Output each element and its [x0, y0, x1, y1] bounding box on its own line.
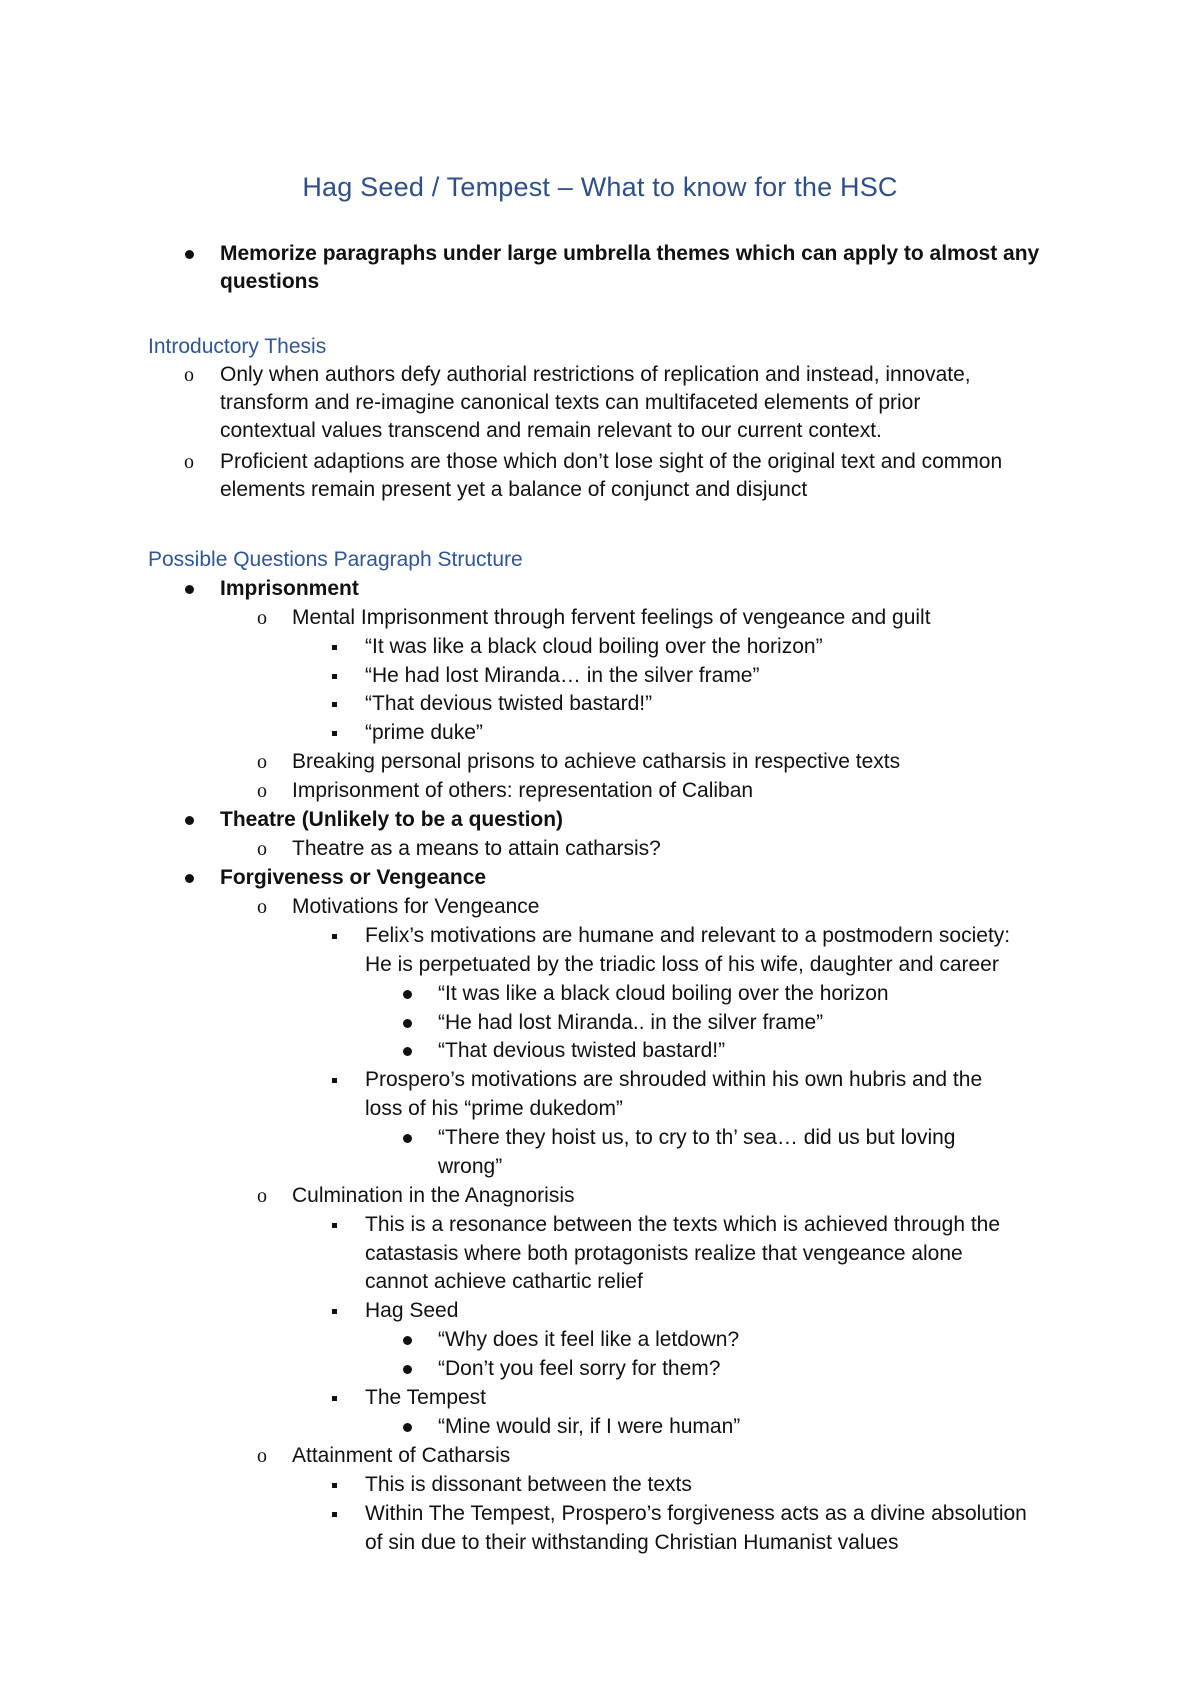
bullet-square-icon [332, 1223, 337, 1228]
bullet-o-icon: o [184, 451, 194, 473]
bullet-square-icon [332, 1078, 337, 1083]
bullet-square-icon [332, 1512, 337, 1517]
bullet-square-icon [332, 934, 337, 939]
bullet-dot-icon [403, 1134, 412, 1143]
culmination-label: Culmination in the Anagnorisis [292, 1184, 575, 1207]
intro-heading: Introductory Thesis [148, 335, 327, 358]
within-line-2: of sin due to their withstanding Christian Humanist values [365, 1531, 899, 1554]
bullet-o-icon: o [184, 364, 194, 386]
prospero-line-1: Prospero’s motivations are shrouded within his own hubris and the [365, 1068, 983, 1091]
resonance-line-2: catastasis where both protagonists realize that vengeance alone [365, 1242, 963, 1265]
bullet-square-icon [332, 1309, 337, 1314]
mental-quote-3: “That devious twisted bastard!” [365, 692, 653, 715]
bullet-dot-icon [185, 250, 194, 259]
bullet-dot-icon [185, 874, 194, 883]
bullet-o-icon: o [257, 780, 267, 802]
hagseed-label: Hag Seed [365, 1299, 459, 1322]
bullet-o-icon: o [257, 751, 267, 773]
intro-item-1-line-1: Only when authors defy authorial restrictions of replication and instead, innovate, [220, 363, 971, 386]
theatre-label: Theatre (Unlikely to be a question) [220, 808, 564, 831]
motivations-label: Motivations for Vengeance [292, 895, 540, 918]
questions-heading: Possible Questions Paragraph Structure [148, 548, 523, 571]
bullet-dot-icon [403, 1423, 412, 1432]
bullet-dot-icon [403, 990, 412, 999]
bullet-square-icon [332, 1396, 337, 1401]
felix-quote-1: “It was like a black cloud boiling over the horizon [438, 982, 889, 1005]
bullet-o-icon: o [257, 607, 267, 629]
prospero-line-2: loss of his “prime dukedom” [365, 1097, 623, 1120]
bullet-dot-icon [185, 585, 194, 594]
bullet-o-icon: o [257, 896, 267, 918]
intro-item-2-line-1: Proficient adaptions are those which don’t lose sight of the original text and common [220, 450, 1003, 473]
within-line-1: Within The Tempest, Prospero’s forgiveness acts as a divine absolution [365, 1502, 1027, 1525]
bullet-square-icon [332, 1483, 337, 1488]
prospero-quote-line-1: “There they hoist us, to cry to th’ sea… did us but loving [438, 1126, 956, 1149]
bullet-dot-icon [403, 1365, 412, 1374]
mental-quote-4: “prime duke” [365, 721, 483, 744]
resonance-line-1: This is a resonance between the texts which is achieved through the [365, 1213, 1001, 1236]
tempest-label: The Tempest [365, 1386, 487, 1409]
tempest-quote: “Mine would sir, if I were human” [438, 1415, 741, 1438]
resonance-line-3: cannot achieve cathartic relief [365, 1270, 643, 1293]
bullet-o-icon: o [257, 838, 267, 860]
intro-item-2-line-2: elements remain present yet a balance of conjunct and disjunct [220, 478, 808, 501]
bullet-square-icon [332, 674, 337, 679]
breaking-prisons: Breaking personal prisons to achieve catharsis in respective texts [292, 750, 901, 773]
hagseed-quote-1: “Why does it feel like a letdown? [438, 1328, 740, 1351]
hagseed-quote-2: “Don’t you feel sorry for them? [438, 1357, 721, 1380]
felix-quote-2: “He had lost Miranda.. in the silver frame” [438, 1011, 824, 1034]
bullet-dot-icon [403, 1336, 412, 1345]
memorize-line-2: questions [220, 270, 320, 293]
attainment-label: Attainment of Catharsis [292, 1444, 511, 1467]
felix-line-1: Felix’s motivations are humane and relevant to a postmodern society: [365, 924, 1011, 947]
bullet-o-icon: o [257, 1185, 267, 1207]
bullet-square-icon [332, 645, 337, 650]
felix-quote-3: “That devious twisted bastard!” [438, 1039, 726, 1062]
bullet-dot-icon [403, 1047, 412, 1056]
bullet-square-icon [332, 731, 337, 736]
intro-item-1-line-2: transform and re-imagine canonical texts can multifaceted elements of prior [220, 391, 921, 414]
mental-quote-2: “He had lost Miranda… in the silver frame” [365, 664, 760, 687]
mental-quote-1: “It was like a black cloud boiling over the horizon” [365, 635, 823, 658]
intro-item-1-line-3: contextual values transcend and remain relevant to our current context. [220, 419, 882, 442]
imprisonment-label: Imprisonment [220, 577, 359, 600]
felix-line-2: He is perpetuated by the triadic loss of his wife, daughter and career [365, 953, 999, 976]
dissonant-line: This is dissonant between the texts [365, 1473, 692, 1496]
bullet-dot-icon [185, 816, 194, 825]
bullet-o-icon: o [257, 1445, 267, 1467]
bullet-dot-icon [403, 1019, 412, 1028]
memorize-line-1: Memorize paragraphs under large umbrella themes which can apply to almost any [220, 242, 1040, 265]
prospero-quote-line-2: wrong” [438, 1155, 503, 1178]
mental-imprisonment: Mental Imprisonment through fervent feelings of vengeance and guilt [292, 606, 931, 629]
imprisonment-others: Imprisonment of others: representation of Caliban [292, 779, 754, 802]
bullet-square-icon [332, 702, 337, 707]
forgiveness-label: Forgiveness or Vengeance [220, 866, 487, 889]
page-title: Hag Seed / Tempest – What to know for the HSC [302, 172, 898, 202]
theatre-sub: Theatre as a means to attain catharsis? [292, 837, 661, 860]
